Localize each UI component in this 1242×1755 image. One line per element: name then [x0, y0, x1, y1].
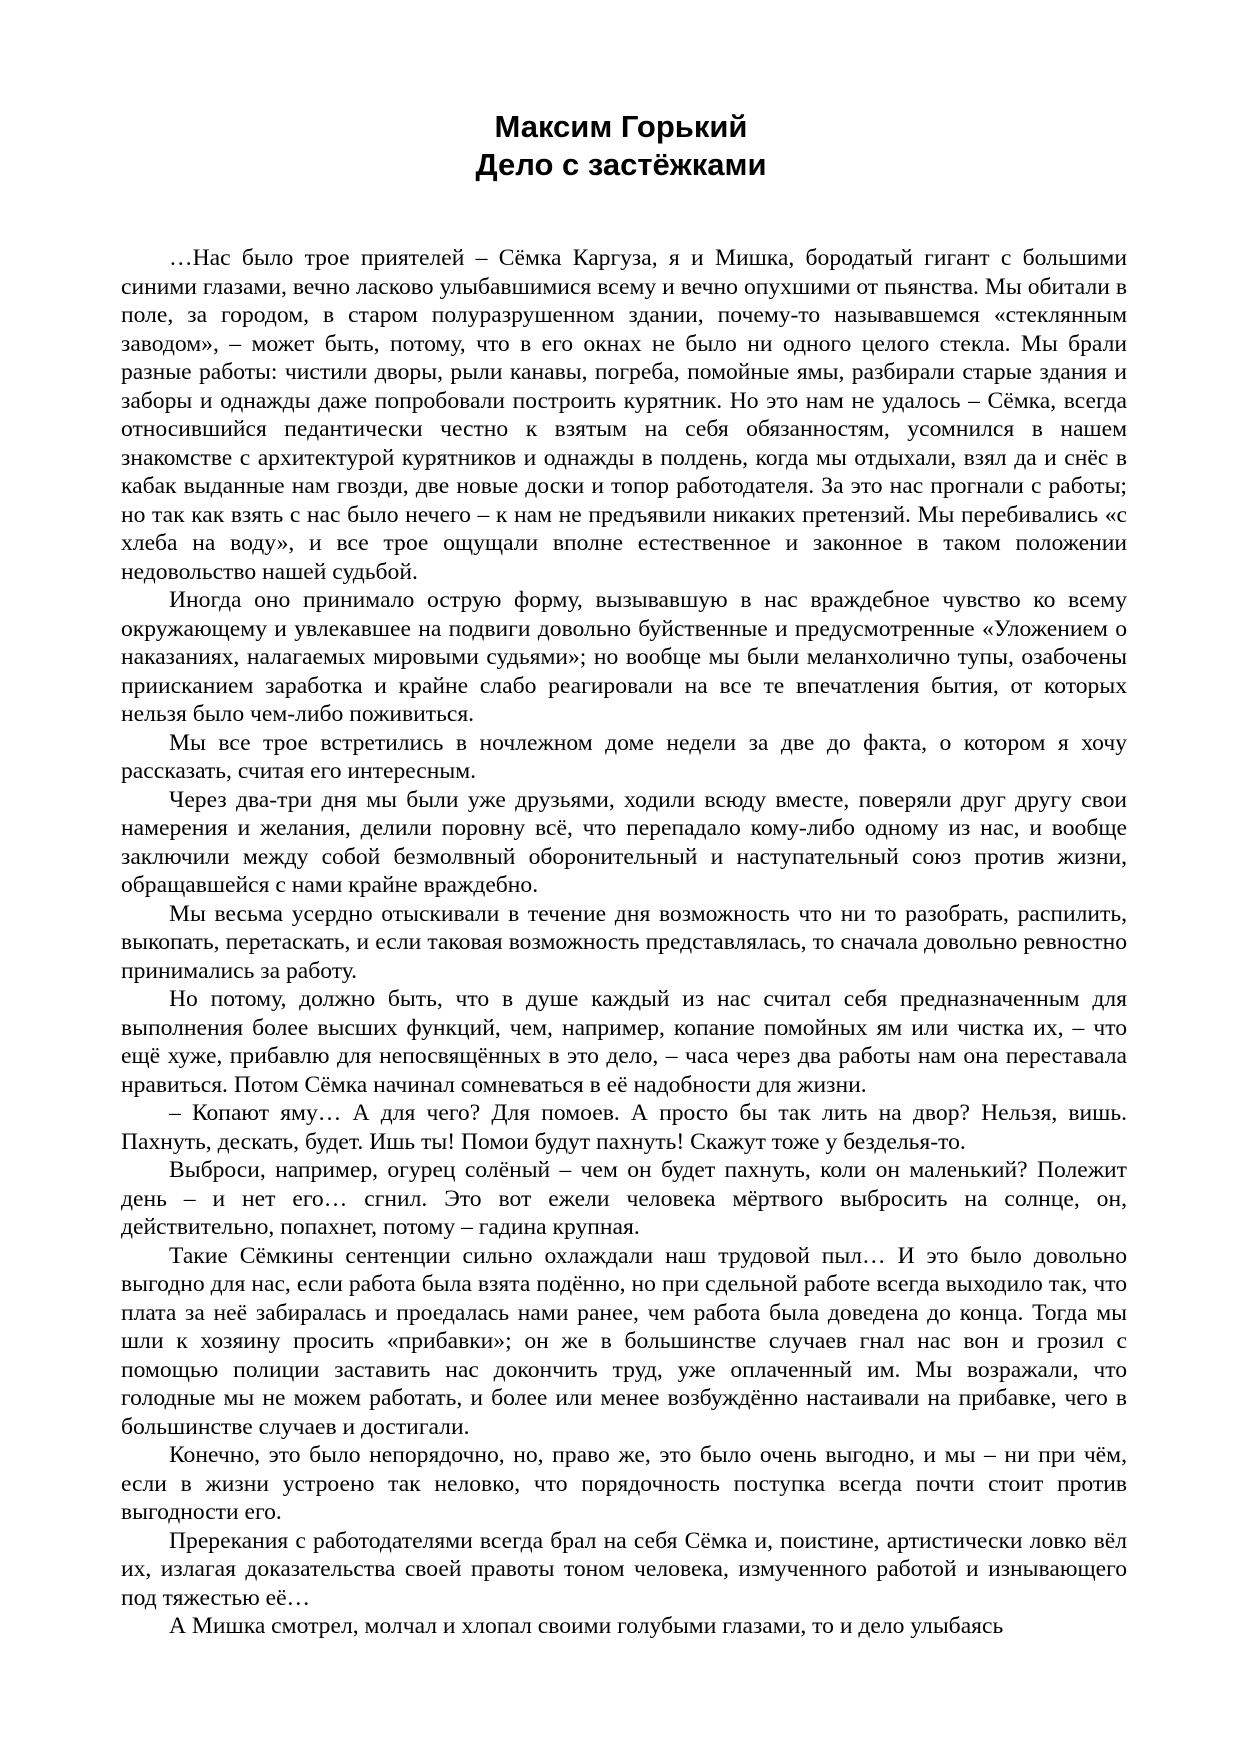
paragraph: – Копают яму… А для чего? Для помоев. А просто бы так лить на двор? Нельзя, вишь. Пахнуть, дескать, будет. Ишь ты! Помои будут пахнуть! Скажут тоже у безделья-то.	[121, 1100, 1127, 1155]
paragraph: А Мишка смотрел, молчал и хлопал своими голубыми глазами, то и дело улыбаясь	[169, 1613, 1004, 1639]
paragraph: Такие Сёмкины сентенции сильно охлаждали наш трудовой пыл… И это было довольно выгодно для нас, если работа была взята подённо, но при сдельной работе всегда выходило так, что плата за неё забиралась и проедалась нами ранее, чем работа была доведена до конца. Тогда мы шли к хозяину просить «прибавки»; он же в большинстве случаев гнал нас вон и грозил с помощью полиции заставить нас докончить труд, уже оплаченный им. Мы возражали, что голодные мы не можем работать, и более или менее возбуждённо настаивали на прибавке, чего в большинстве случаев и достигали.	[121, 1242, 1127, 1440]
title-block	[0, 108, 1242, 184]
paragraph: Конечно, это было непорядочно, но, право же, это было очень выгодно, и мы – ни при чём, если в жизни устроено так неловко, что порядочность поступка всегда почти стоит против выгодности его.	[121, 1442, 1127, 1525]
paragraph: Выброси, например, огурец солёный – чем он будет пахнуть, коли он маленький? Полежит день – и нет его… сгнил. Это вот ежели человека мёртвого выбросить на солнце, он, действительно, попахнет, потому – гадина крупная.	[121, 1157, 1127, 1240]
paragraph: Но потому, должно быть, что в душе каждый из нас считал себя предназначенным для выполнения более высших функций, чем, например, копание помойных ям или чистка их, – что ещё хуже, прибавлю для непосвящённых в это дело, – часа через два работы нам она переставала нравиться. Потом Сёмка начинал сомневаться в её надобности для жизни.	[121, 986, 1127, 1098]
paragraph: Пререкания с работодателями всегда брал на себя Сёмка и, поистине, артистически ловко вёл их, излагая доказательства своей правоты тоном человека, измученного работой и изнывающего под тяжестью её…	[121, 1527, 1127, 1611]
paragraph: Через два-три дня мы были уже друзьями, ходили всюду вместе, поверяли друг другу свои намерения и желания, делили поровну всё, что перепадало кому-либо одному из нас, и вообще заключили между собой безмолвный оборонительный и наступательный союз против жизни, обращавшейся с нами крайне враждебно.	[121, 786, 1127, 898]
paragraph: …Нас было трое приятелей – Сёмка Каргуза, я и Мишка, бородатый гигант с большими синими глазами, вечно ласково улыбавшимися всему и вечно опухшими от пьянства. Мы обитали в поле, за городом, в старом полуразрушенном здании, почему-то называвшемся «стеклянным заводом», – может быть, потому, что в его окнах не было ни одного целого стекла. Мы брали разные работы: чистили дворы, рыли канавы, погреба, помойные ямы, разбирали старые здания и заборы и однажды даже попробовали построить курятник. Но это нам не удалось – Сёмка, всегда относившийся педантически честно к взятым на себя обязанностям, усомнился в нашем знакомстве с архитектурой курятников и однажды в полдень, когда мы отдыхали, взял да и снёс в кабак выданные нам гвозди, две новые доски и топор работодателя. За это нас прогнали с работы; но так как взять с нас было нечего – к нам не предъявили никаких претензий. Мы перебивались «с хлеба на воду», и все трое ощущали вполне естественное и законное в таком положении недовольство нашей судьбой.	[121, 245, 1127, 585]
author-name: Максим Горький	[494, 109, 748, 144]
paragraph: Мы все трое встретились в ночлежном доме недели за две до факта, о котором я хочу рассказать, считая его интересным.	[121, 729, 1127, 784]
story-title: Дело с застёжками	[475, 147, 767, 182]
paragraph: Иногда оно принимало острую форму, вызывавшую в нас враждебное чувство ко всему окружающему и увлекавшее на подвиги довольно буйственные и предусмотренные «Уложением о наказаниях, налагаемых мировыми судьями»; но вообще мы были меланхолично тупы, озабочены приисканием заработка и крайне слабо реагировали на все те впечатления бытия, от которых нельзя было чем-либо поживиться.	[121, 587, 1127, 727]
story-body	[121, 244, 1127, 1641]
paragraph: Мы весьма усердно отыскивали в течение дня возможность что ни то разобрать, распилить, выкопать, перетаскать, и если таковая возможность представлялась, то сначала довольно ревностно принимались за работу.	[121, 900, 1127, 984]
